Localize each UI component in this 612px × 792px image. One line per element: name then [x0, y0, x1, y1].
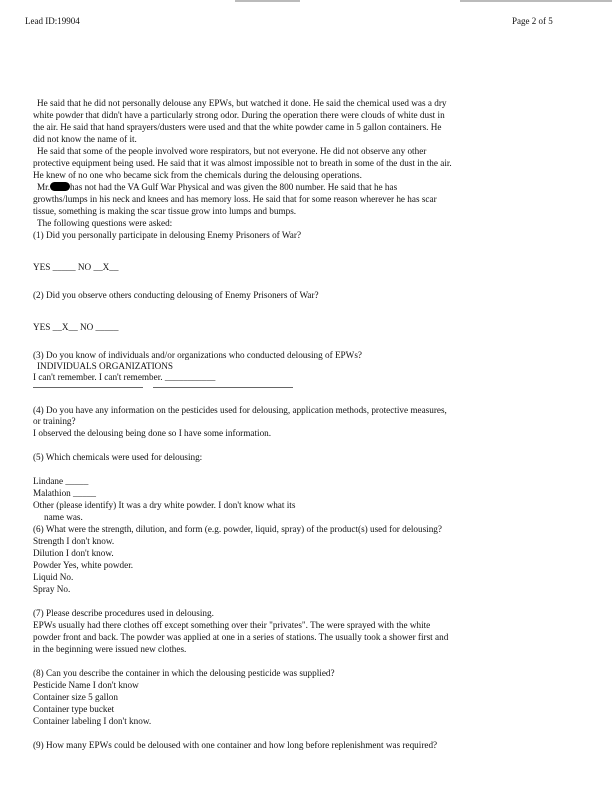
text-line: growths/lumps in his neck and knees and has memory loss. He said that for some reason wherever he has scar: [33, 194, 437, 204]
answer-6-powder: Powder Yes, white powder.: [33, 560, 134, 570]
text-line: He said that some of the people involved wore respirators, but not everyone. He did not observe any other: [37, 146, 427, 156]
answer-8-labeling: Container labeling I don't know.: [33, 716, 152, 726]
text-line: or training?: [33, 416, 76, 426]
answer-5-malathion: Malathion _____: [33, 488, 97, 498]
answer-8-name: Pesticide Name I don't know: [33, 680, 139, 690]
answer-6-strength: Strength I don't know.: [33, 536, 115, 546]
answer-8-size: Container size 5 gallon: [33, 692, 118, 702]
answer-8-type: Container type bucket: [33, 704, 115, 714]
answer-5-lindane: Lindane _____: [33, 476, 89, 486]
question-1: (1) Did you personally participate in delousing Enemy Prisoners of War?: [33, 230, 302, 240]
scan-artifact: [460, 0, 612, 2]
answer-4: I observed the delousing being done so I have some information.: [33, 428, 272, 438]
text-line: in the beginning were issued new clothes.: [33, 644, 187, 654]
text-line: name was.: [44, 512, 83, 522]
text-prefix: Mr.: [37, 182, 51, 192]
question-2: (2) Did you observe others conducting delousing of Enemy Prisoners of War?: [33, 290, 319, 300]
lead-id: Lead ID:19904: [25, 16, 80, 26]
question-8: (8) Can you describe the container in which the delousing pesticide was supplied?: [33, 668, 335, 678]
text-line: the air. He said that hand sprayers/dusters were used and that the white powder came in 5 gallon containers. He: [33, 122, 442, 132]
question-6: (6) What were the strength, dilution, and form (e.g. powder, liquid, spray) of the product(s) used for delousing?: [33, 524, 442, 534]
question-9: (9) How many EPWs could be deloused with one container and how long before replenishment was required?: [33, 740, 438, 750]
text-line: He said that he did not personally delouse any EPWs, but watched it done. He said the chemical used was a dry: [37, 98, 447, 108]
question-7: (7) Please describe procedures used in delousing.: [33, 608, 214, 618]
answer-6-spray: Spray No.: [33, 584, 71, 594]
question-5: (5) Which chemicals were used for delousing:: [33, 452, 203, 462]
text-line: white powder that didn't have a particularly strong odor. During the operation there were clouds of white dust in: [33, 110, 445, 120]
text-line: [37, 182, 397, 193]
question-3-headers: INDIVIDUALS ORGANIZATIONS: [37, 361, 174, 371]
answer-6-dilution: Dilution I don't know.: [33, 548, 114, 558]
text-line: He knew of no one who became sick from the chemicals during the delousing operations.: [33, 170, 362, 180]
answer-3: I can't remember. I can't remember. ___________: [33, 372, 216, 382]
answer-1: YES _____ NO __X__: [33, 262, 119, 272]
text-rest: has not had the VA Gulf War Physical and was given the 800 number. He said that he has: [70, 182, 398, 192]
answer-7: EPWs usually had there clothes off except something over their "privates". The were sprayed with the white: [33, 620, 431, 630]
answer-5-other: Other (please identify) It was a dry white powder. I don't know what its: [33, 500, 296, 510]
answer-6-liquid: Liquid No.: [33, 572, 74, 582]
blank-line: [33, 387, 143, 388]
blank-line: [153, 387, 293, 388]
redaction-mark: [50, 182, 70, 191]
text-line: did not know the name of it.: [33, 134, 137, 144]
text-line: powder front and back. The powder was applied at one in a series of stations. The usually took a shower first and: [33, 632, 449, 642]
text-line: The following questions were asked:: [37, 218, 173, 228]
text-line: tissue, something is making the scar tissue grow into lumps and bumps.: [33, 206, 297, 216]
answer-2: YES __X__ NO _____: [33, 322, 119, 332]
text-line: protective equipment being used. He said that it was almost impossible not to breath in some of the dust in the air.: [33, 158, 452, 168]
page-number: Page 2 of 5: [512, 16, 553, 26]
scan-artifact: [235, 0, 300, 2]
question-4: (4) Do you have any information on the pesticides used for delousing, application methods, protective measures,: [33, 405, 447, 415]
question-3: (3) Do you know of individuals and/or organizations who conducted delousing of EPWs?: [33, 350, 362, 360]
